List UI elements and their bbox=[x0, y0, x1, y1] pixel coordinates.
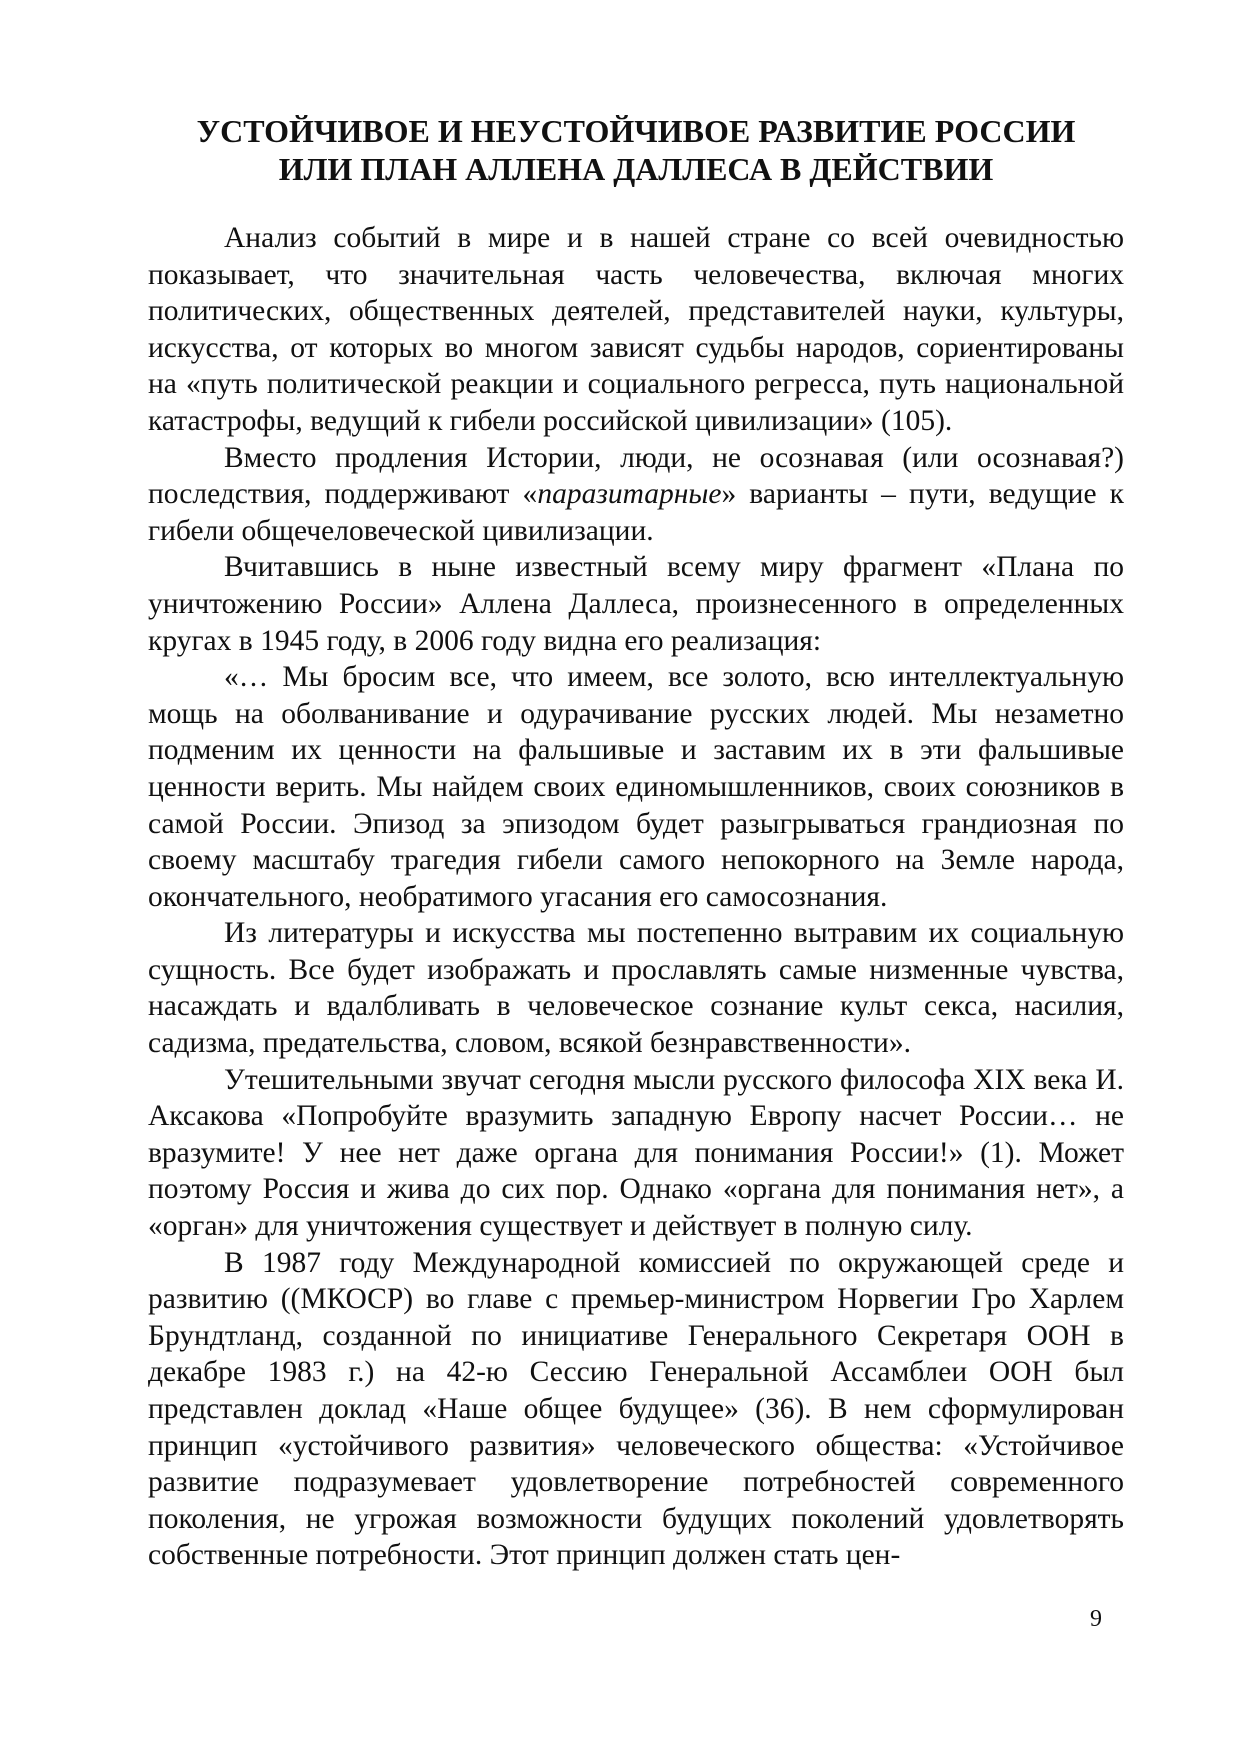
italic-term: паразитарные bbox=[537, 478, 722, 511]
paragraph-7: В 1987 году Международной комиссией по окружающей среде и развитию ((МКОСР) во главе с премьер-министром Норвегии Гро Харлем Брундтланд, созданной по инициативе Генерального Секретаря ООН в декабре 1983 г.) на 42-ю Сессию Генеральной Ассамблеи ООН был представлен доклад «Наше общее будущее» (36). В нем сформулирован принцип «устойчивого развития» человеческого общества: «Устойчивое развитие подразумевает удовлетворение потребностей современного поколения, не угрожая возможности будущих поколений удовлетворять собственные потребности. Этот принцип должен стать цен- bbox=[148, 1246, 1124, 1572]
page-title bbox=[148, 112, 1124, 188]
paragraph-2: Вместо продления Истории, люди, не осознавая (или осознавая?) последствия, поддерживают «паразитарные» варианты – пути, ведущие к гибели общечеловеческой цивилизации. bbox=[148, 441, 1124, 547]
paragraph-1: Анализ событий в мире и в нашей стране со всей очевидностью показывает, что значительная часть человечества, включая многих политических, общественных деятелей, представителей науки, культуры, искусства, от которых во многом зависят судьбы народов, сориентированы на «путь политической реакции и социального регресса, путь национальной катастрофы, ведущий к гибели российской цивилизации» (105). bbox=[148, 222, 1124, 437]
paragraph-4-quote: «… Мы бросим все, что имеем, все золото, всю интеллектуальную мощь на оболванивание и одурачивание русских людей. Мы незаметно подменим их ценности на фальшивые и заставим их в эти фальшивые ценности верить. Мы найдем своих единомышленников, своих союзников в самой России. Эпизод за эпизодом будет разыгрываться грандиозная по своему масштабу трагедия гибели самого непокорного на Земле народа, окончательного, необратимого угасания его самосознания. bbox=[148, 661, 1124, 913]
document-page bbox=[148, 112, 1124, 1574]
paragraph-3: Вчитавшись в ныне известный всему миру фрагмент «Плана по уничтожению России» Аллена Даллеса, произнесенного в определенных кругах в 1945 году, в 2006 году видна его реализация: bbox=[148, 551, 1124, 657]
paragraph-5-quote: Из литературы и искусства мы постепенно вытравим их социальную сущность. Все будет изображать и прославлять самые низменные чувства, насаждать и вдалбливать в человеческое сознание культ секса, насилия, садизма, предательства, словом, всякой безнравственности». bbox=[148, 917, 1124, 1060]
paragraph-6: Утешительными звучат сегодня мысли русского философа XIX века И. Аксакова «Попробуйте вразумить западную Европу насчет России… не вразумите! У нее нет даже органа для понимания России!» (1). Может поэтому Россия и жива до сих пор. Однако «органа для понимания нет», а «орган» для уничтожения существует и действует в полную силу. bbox=[148, 1063, 1124, 1243]
page-number: 9 bbox=[1090, 1606, 1102, 1632]
title-line-1: УСТОЙЧИВОЕ И НЕУСТОЙЧИВОЕ РАЗВИТИЕ РОССИИ bbox=[196, 113, 1076, 149]
body-text bbox=[148, 220, 1124, 1574]
title-line-2: ИЛИ ПЛАН АЛЛЕНА ДАЛЛЕСА В ДЕЙСТВИИ bbox=[278, 151, 994, 187]
